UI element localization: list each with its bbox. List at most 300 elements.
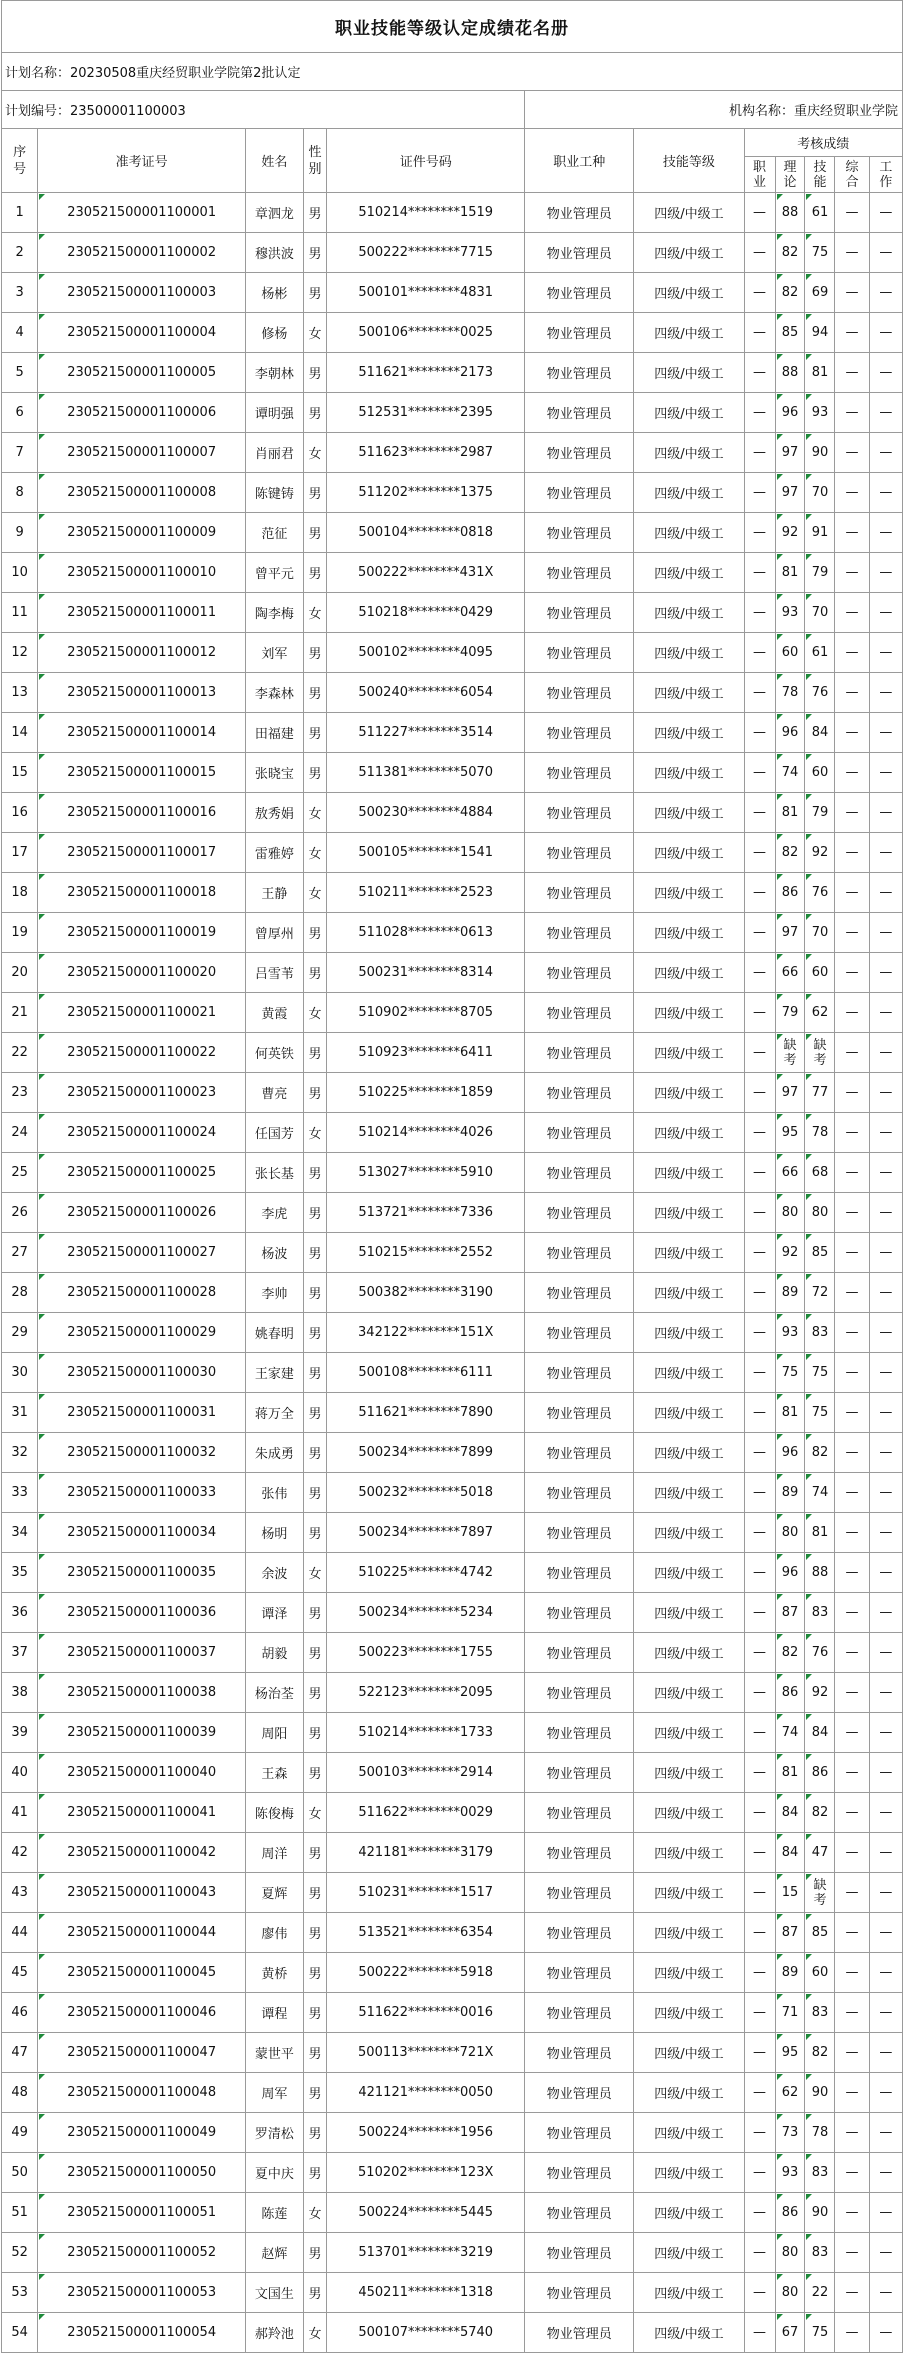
row-seq: 34 (2, 1513, 38, 1553)
row-seq: 46 (2, 1993, 38, 2033)
row-id-no: 511622********0016 (327, 1993, 525, 2033)
row-score-skill: 75 (805, 233, 835, 273)
row-score-comprehensive: — (835, 873, 869, 913)
table-row (2, 313, 903, 353)
row-score-vocation: — (744, 1393, 775, 1433)
row-score-vocation: — (744, 513, 775, 553)
row-id-no: 510923********6411 (327, 1033, 525, 1073)
row-score-work: — (869, 1753, 902, 1793)
row-score-vocation: — (744, 1073, 775, 1113)
row-score-comprehensive: — (835, 353, 869, 393)
row-seq: 45 (2, 1953, 38, 1993)
row-level: 四级/中级工 (634, 2153, 744, 2193)
row-score-theory: 82 (775, 833, 805, 873)
row-level: 四级/中级工 (634, 1313, 744, 1353)
row-score-work: — (869, 1153, 902, 1193)
row-gender: 男 (303, 2073, 327, 2113)
row-score-skill: 78 (805, 2113, 835, 2153)
table-row (2, 553, 903, 593)
row-score-skill: 75 (805, 2313, 835, 2353)
row-score-work: — (869, 2153, 902, 2193)
row-score-skill: 78 (805, 1113, 835, 1153)
row-job: 物业管理员 (525, 873, 634, 913)
row-score-skill: 88 (805, 1553, 835, 1593)
row-job: 物业管理员 (525, 833, 634, 873)
row-seq: 21 (2, 993, 38, 1033)
row-score-theory: 81 (775, 1393, 805, 1433)
row-job: 物业管理员 (525, 1113, 634, 1153)
row-exam-no: 230521500001100008 (38, 473, 246, 513)
row-id-no: 500223********1755 (327, 1633, 525, 1673)
row-seq: 43 (2, 1873, 38, 1913)
row-exam-no: 230521500001100013 (38, 673, 246, 713)
row-gender: 男 (303, 1513, 327, 1553)
row-score-work: — (869, 1913, 902, 1953)
row-level: 四级/中级工 (634, 1153, 744, 1193)
row-score-vocation: — (744, 2233, 775, 2273)
row-seq: 25 (2, 1153, 38, 1193)
row-score-work: — (869, 1433, 902, 1473)
subheader-work: 工作 (869, 157, 902, 193)
row-score-vocation: — (744, 1913, 775, 1953)
row-job: 物业管理员 (525, 433, 634, 473)
row-id-no: 511621********2173 (327, 353, 525, 393)
row-score-work: — (869, 313, 902, 353)
row-id-no: 510225********1859 (327, 1073, 525, 1113)
row-score-comprehensive: — (835, 393, 869, 433)
row-score-theory: 82 (775, 233, 805, 273)
row-score-theory: 88 (775, 353, 805, 393)
row-score-theory: 80 (775, 2273, 805, 2313)
header-exam-no: 准考证号 (38, 129, 246, 193)
row-level: 四级/中级工 (634, 1833, 744, 1873)
row-level: 四级/中级工 (634, 2113, 744, 2153)
row-job: 物业管理员 (525, 2113, 634, 2153)
row-level: 四级/中级工 (634, 1273, 744, 1313)
row-id-no: 511381********5070 (327, 753, 525, 793)
row-level: 四级/中级工 (634, 513, 744, 553)
row-score-theory: 71 (775, 1993, 805, 2033)
row-exam-no: 230521500001100051 (38, 2193, 246, 2233)
row-gender: 男 (303, 2033, 327, 2073)
row-score-work: — (869, 873, 902, 913)
row-id-no: 500103********2914 (327, 1753, 525, 1793)
row-gender: 男 (303, 2113, 327, 2153)
row-score-vocation: — (744, 2113, 775, 2153)
row-exam-no: 230521500001100026 (38, 1193, 246, 1233)
row-seq: 8 (2, 473, 38, 513)
row-score-work: — (869, 2113, 902, 2153)
row-score-work: — (869, 1873, 902, 1913)
row-score-skill: 81 (805, 1513, 835, 1553)
row-seq: 47 (2, 2033, 38, 2073)
row-level: 四级/中级工 (634, 673, 744, 713)
row-gender: 男 (303, 1073, 327, 1113)
row-score-comprehensive: — (835, 1753, 869, 1793)
row-job: 物业管理员 (525, 1273, 634, 1313)
row-id-no: 421181********3179 (327, 1833, 525, 1873)
row-level: 四级/中级工 (634, 1913, 744, 1953)
row-level: 四级/中级工 (634, 1113, 744, 1153)
row-job: 物业管理员 (525, 913, 634, 953)
row-job: 物业管理员 (525, 473, 634, 513)
row-id-no: 510214********4026 (327, 1113, 525, 1153)
row-level: 四级/中级工 (634, 713, 744, 753)
row-name: 赵辉 (245, 2233, 303, 2273)
row-gender: 女 (303, 793, 327, 833)
row-job: 物业管理员 (525, 1033, 634, 1073)
row-score-comprehensive: — (835, 273, 869, 313)
row-score-comprehensive: — (835, 2273, 869, 2313)
row-seq: 48 (2, 2073, 38, 2113)
row-job: 物业管理员 (525, 2273, 634, 2313)
row-level: 四级/中级工 (634, 1513, 744, 1553)
row-name: 范征 (245, 513, 303, 553)
row-exam-no: 230521500001100018 (38, 873, 246, 913)
row-id-no: 511227********3514 (327, 713, 525, 753)
row-gender: 男 (303, 1353, 327, 1393)
row-score-work: — (869, 2033, 902, 2073)
row-gender: 女 (303, 313, 327, 353)
row-score-work: — (869, 193, 902, 233)
row-score-vocation: — (744, 1633, 775, 1673)
row-score-skill: 61 (805, 193, 835, 233)
row-score-skill: 93 (805, 393, 835, 433)
table-row (2, 2233, 903, 2273)
row-score-work: — (869, 1953, 902, 1993)
row-name: 杨明 (245, 1513, 303, 1553)
row-score-comprehensive: — (835, 1793, 869, 1833)
row-id-no: 500231********8314 (327, 953, 525, 993)
row-level: 四级/中级工 (634, 353, 744, 393)
row-job: 物业管理员 (525, 793, 634, 833)
row-level: 四级/中级工 (634, 1673, 744, 1713)
row-score-work: — (869, 1633, 902, 1673)
row-gender: 男 (303, 273, 327, 313)
row-id-no: 500106********0025 (327, 313, 525, 353)
row-gender: 女 (303, 1553, 327, 1593)
row-level: 四级/中级工 (634, 1193, 744, 1233)
row-score-work: — (869, 833, 902, 873)
row-score-work: — (869, 2193, 902, 2233)
row-score-skill: 76 (805, 1633, 835, 1673)
row-score-skill: 82 (805, 2033, 835, 2073)
row-level: 四级/中级工 (634, 633, 744, 673)
row-score-theory: 87 (775, 1913, 805, 1953)
row-job: 物业管理员 (525, 2033, 634, 2073)
row-id-no: 500102********4095 (327, 633, 525, 673)
row-score-theory: 93 (775, 2153, 805, 2193)
row-score-skill: 90 (805, 2193, 835, 2233)
row-score-vocation: — (744, 673, 775, 713)
row-gender: 女 (303, 993, 327, 1033)
row-job: 物业管理员 (525, 1433, 634, 1473)
row-score-skill: 75 (805, 1353, 835, 1393)
row-score-work: — (869, 393, 902, 433)
table-row (2, 593, 903, 633)
table-row (2, 2073, 903, 2113)
row-seq: 2 (2, 233, 38, 273)
row-job: 物业管理员 (525, 1873, 634, 1913)
row-score-comprehensive: — (835, 1913, 869, 1953)
row-score-vocation: — (744, 1433, 775, 1473)
row-seq: 53 (2, 2273, 38, 2313)
table-row (2, 993, 903, 1033)
row-level: 四级/中级工 (634, 473, 744, 513)
row-gender: 男 (303, 913, 327, 953)
row-score-vocation: — (744, 1353, 775, 1393)
row-score-comprehensive: — (835, 1113, 869, 1153)
row-score-theory: 96 (775, 713, 805, 753)
row-score-skill: 83 (805, 1993, 835, 2033)
row-score-theory: 86 (775, 873, 805, 913)
table-row (2, 2153, 903, 2193)
row-id-no: 500104********0818 (327, 513, 525, 553)
row-seq: 51 (2, 2193, 38, 2233)
table-row (2, 1193, 903, 1233)
table-row (2, 2033, 903, 2073)
row-gender: 男 (303, 1673, 327, 1713)
header-row (2, 129, 903, 157)
row-score-theory: 93 (775, 1313, 805, 1353)
row-score-comprehensive: — (835, 1513, 869, 1553)
table-row (2, 1553, 903, 1593)
row-gender: 男 (303, 353, 327, 393)
row-name: 谭明强 (245, 393, 303, 433)
row-exam-no: 230521500001100032 (38, 1433, 246, 1473)
row-id-no: 513521********6354 (327, 1913, 525, 1953)
table-row (2, 2193, 903, 2233)
row-exam-no: 230521500001100012 (38, 633, 246, 673)
table-row (2, 1273, 903, 1313)
table-row (2, 1113, 903, 1153)
row-score-skill: 83 (805, 1593, 835, 1633)
row-score-work: — (869, 1513, 902, 1553)
row-level: 四级/中级工 (634, 2073, 744, 2113)
table-row (2, 793, 903, 833)
row-gender: 男 (303, 753, 327, 793)
row-score-theory: 93 (775, 593, 805, 633)
row-score-work: — (869, 513, 902, 553)
row-gender: 男 (303, 1233, 327, 1273)
row-job: 物业管理员 (525, 1393, 634, 1433)
row-score-skill: 90 (805, 2073, 835, 2113)
table-row (2, 233, 903, 273)
row-score-skill: 60 (805, 1953, 835, 1993)
table-row (2, 2313, 903, 2353)
row-exam-no: 230521500001100035 (38, 1553, 246, 1593)
row-score-skill: 82 (805, 1793, 835, 1833)
row-name: 李森林 (245, 673, 303, 713)
row-job: 物业管理员 (525, 1553, 634, 1593)
row-score-comprehensive: — (835, 1313, 869, 1353)
row-exam-no: 230521500001100019 (38, 913, 246, 953)
row-level: 四级/中级工 (634, 953, 744, 993)
row-score-vocation: — (744, 1553, 775, 1593)
row-exam-no: 230521500001100024 (38, 1113, 246, 1153)
subheader-vocation: 职业 (744, 157, 775, 193)
table-row (2, 1233, 903, 1273)
row-score-comprehensive: — (835, 473, 869, 513)
row-name: 李虎 (245, 1193, 303, 1233)
row-level: 四级/中级工 (634, 193, 744, 233)
row-name: 田福建 (245, 713, 303, 753)
row-job: 物业管理员 (525, 1793, 634, 1833)
row-gender: 男 (303, 553, 327, 593)
row-exam-no: 230521500001100010 (38, 553, 246, 593)
row-score-skill: 84 (805, 1713, 835, 1753)
row-job: 物业管理员 (525, 2313, 634, 2353)
row-job: 物业管理员 (525, 273, 634, 313)
row-score-vocation: — (744, 233, 775, 273)
row-score-comprehensive: — (835, 1873, 869, 1913)
row-id-no: 511202********1375 (327, 473, 525, 513)
org-name: 机构名称：重庆经贸职业学院 (525, 91, 903, 129)
row-name: 王静 (245, 873, 303, 913)
row-exam-no: 230521500001100007 (38, 433, 246, 473)
row-exam-no: 230521500001100050 (38, 2153, 246, 2193)
row-job: 物业管理员 (525, 993, 634, 1033)
row-score-skill: 70 (805, 913, 835, 953)
header-job: 职业工种 (525, 129, 634, 193)
row-level: 四级/中级工 (634, 2233, 744, 2273)
row-score-work: — (869, 1553, 902, 1593)
row-name: 曹亮 (245, 1073, 303, 1113)
row-score-theory: 81 (775, 793, 805, 833)
row-name: 张伟 (245, 1473, 303, 1513)
row-job: 物业管理员 (525, 313, 634, 353)
row-exam-no: 230521500001100042 (38, 1833, 246, 1873)
plan-name: 计划名称：20230508重庆经贸职业学院第2批认定 (2, 53, 903, 91)
row-job: 物业管理员 (525, 1313, 634, 1353)
row-id-no: 512531********2395 (327, 393, 525, 433)
row-level: 四级/中级工 (634, 993, 744, 1033)
row-level: 四级/中级工 (634, 2193, 744, 2233)
row-seq: 32 (2, 1433, 38, 1473)
row-name: 陶李梅 (245, 593, 303, 633)
row-score-vocation: — (744, 1193, 775, 1233)
row-score-theory: 96 (775, 393, 805, 433)
row-id-no: 510215********2552 (327, 1233, 525, 1273)
row-level: 四级/中级工 (634, 1473, 744, 1513)
row-score-vocation: — (744, 1273, 775, 1313)
row-job: 物业管理员 (525, 673, 634, 713)
row-score-comprehensive: — (835, 2153, 869, 2193)
row-score-vocation: — (744, 833, 775, 873)
row-id-no: 510218********0429 (327, 593, 525, 633)
row-id-no: 500234********5234 (327, 1593, 525, 1633)
row-job: 物业管理员 (525, 233, 634, 273)
row-score-skill: 72 (805, 1273, 835, 1313)
row-score-work: — (869, 1473, 902, 1513)
row-seq: 10 (2, 553, 38, 593)
plan-number: 计划编号：23500001100003 (2, 91, 525, 129)
row-score-comprehensive: — (835, 1833, 869, 1873)
row-score-skill: 84 (805, 713, 835, 753)
row-score-comprehensive: — (835, 193, 869, 233)
row-score-work: — (869, 2273, 902, 2313)
row-seq: 42 (2, 1833, 38, 1873)
row-gender: 男 (303, 1473, 327, 1513)
row-id-no: 500113********721X (327, 2033, 525, 2073)
header-seq: 序号 (2, 129, 38, 193)
row-name: 周阳 (245, 1713, 303, 1753)
row-id-no: 500234********7897 (327, 1513, 525, 1553)
row-job: 物业管理员 (525, 1593, 634, 1633)
row-score-skill: 80 (805, 1193, 835, 1233)
row-id-no: 500107********5740 (327, 2313, 525, 2353)
table-row (2, 1753, 903, 1793)
row-seq: 12 (2, 633, 38, 673)
row-name: 吕雪苇 (245, 953, 303, 993)
row-exam-no: 230521500001100029 (38, 1313, 246, 1353)
row-score-theory: 92 (775, 513, 805, 553)
row-name: 曾平元 (245, 553, 303, 593)
row-name: 张长基 (245, 1153, 303, 1193)
row-score-skill: 22 (805, 2273, 835, 2313)
row-level: 四级/中级工 (634, 1713, 744, 1753)
row-score-theory: 78 (775, 673, 805, 713)
row-exam-no: 230521500001100039 (38, 1713, 246, 1753)
row-score-vocation: — (744, 1113, 775, 1153)
row-name: 修杨 (245, 313, 303, 353)
row-score-work: — (869, 1073, 902, 1113)
row-score-comprehensive: — (835, 2313, 869, 2353)
row-score-work: — (869, 1793, 902, 1833)
row-level: 四级/中级工 (634, 1793, 744, 1833)
row-gender: 男 (303, 1873, 327, 1913)
row-score-theory: 66 (775, 953, 805, 993)
row-exam-no: 230521500001100021 (38, 993, 246, 1033)
row-score-vocation: — (744, 2033, 775, 2073)
row-id-no: 511028********0613 (327, 913, 525, 953)
row-seq: 30 (2, 1353, 38, 1393)
row-seq: 52 (2, 2233, 38, 2273)
row-score-skill: 61 (805, 633, 835, 673)
table-row (2, 833, 903, 873)
row-gender: 男 (303, 1633, 327, 1673)
table-row (2, 1073, 903, 1113)
row-exam-no: 230521500001100028 (38, 1273, 246, 1313)
row-score-work: — (869, 353, 902, 393)
row-gender: 男 (303, 2153, 327, 2193)
table-row (2, 1393, 903, 1433)
row-score-theory: 89 (775, 1953, 805, 1993)
row-exam-no: 230521500001100040 (38, 1753, 246, 1793)
row-level: 四级/中级工 (634, 753, 744, 793)
row-gender: 男 (303, 1153, 327, 1193)
row-name: 夏中庆 (245, 2153, 303, 2193)
row-exam-no: 230521500001100047 (38, 2033, 246, 2073)
row-job: 物业管理员 (525, 953, 634, 993)
row-job: 物业管理员 (525, 1193, 634, 1233)
row-job: 物业管理员 (525, 1353, 634, 1393)
row-gender: 男 (303, 233, 327, 273)
row-gender: 男 (303, 1313, 327, 1353)
table-row (2, 2113, 903, 2153)
row-level: 四级/中级工 (634, 593, 744, 633)
row-score-work: — (869, 793, 902, 833)
row-seq: 19 (2, 913, 38, 953)
row-level: 四级/中级工 (634, 393, 744, 433)
row-score-skill: 62 (805, 993, 835, 1033)
row-gender: 男 (303, 713, 327, 753)
row-score-vocation: — (744, 753, 775, 793)
row-job: 物业管理员 (525, 1633, 634, 1673)
row-score-vocation: — (744, 1033, 775, 1073)
row-score-comprehensive: — (835, 673, 869, 713)
row-seq: 14 (2, 713, 38, 753)
